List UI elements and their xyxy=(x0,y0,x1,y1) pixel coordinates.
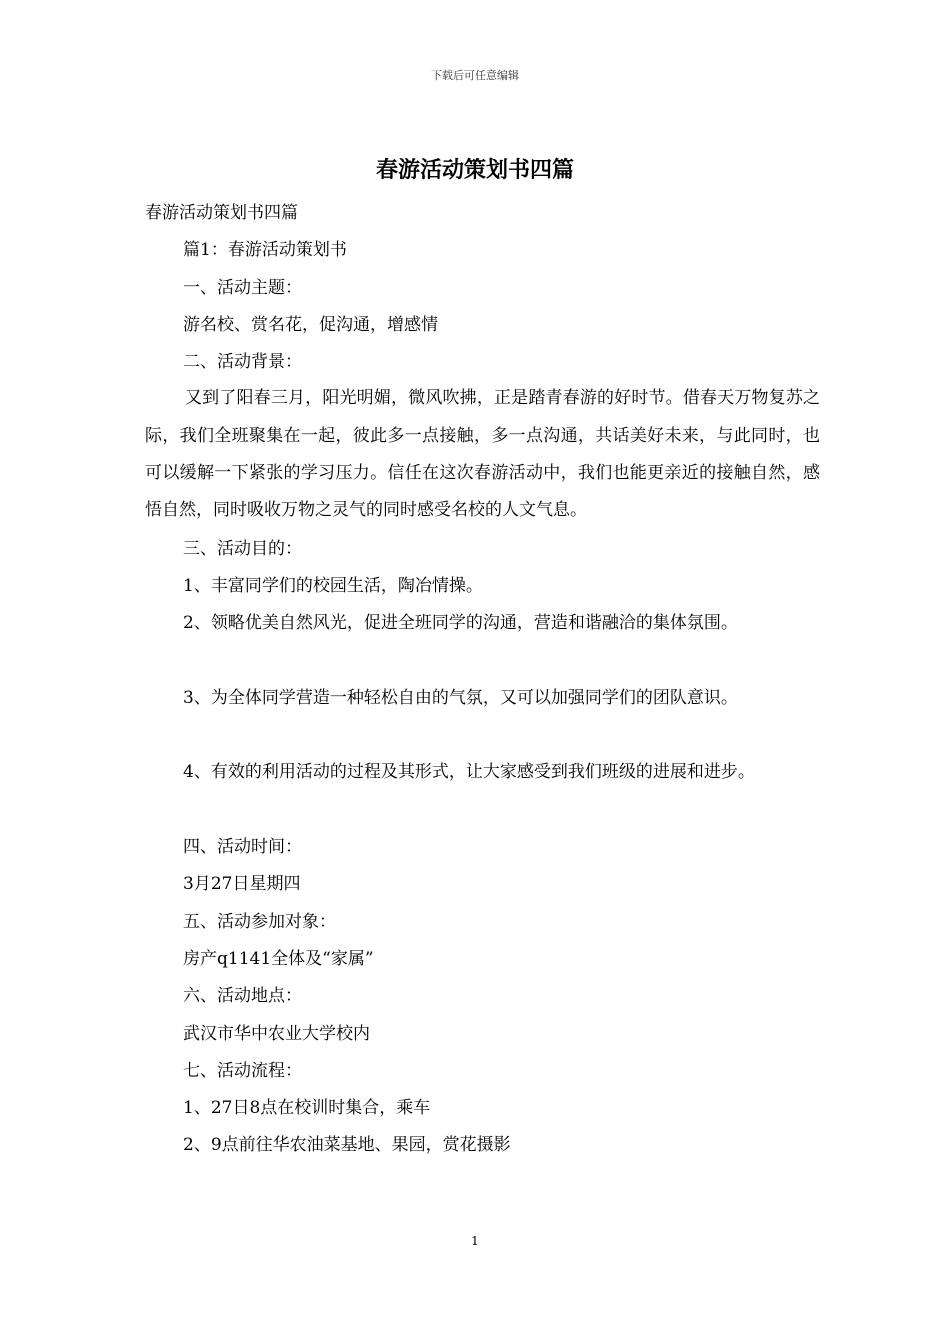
purpose-item-4: 4、有效的利用活动的过程及其形式，让大家感受到我们班级的进展和进步。 xyxy=(183,762,755,783)
process-step-2: 2、9点前往华农油菜基地、果园，赏花摄影 xyxy=(183,1135,511,1156)
section-heading-process: 七、活动流程： xyxy=(183,1060,302,1081)
section-body-location: 武汉市华中农业大学校内 xyxy=(183,1023,370,1044)
section-heading-background: 二、活动背景： xyxy=(183,352,302,373)
page-number: 1 xyxy=(471,1234,479,1248)
document-title: 春游活动策划书四篇 xyxy=(375,157,574,183)
section-body-participants: 房产q1141全体及“家属” xyxy=(183,948,374,969)
blank-line xyxy=(145,648,820,685)
blank-line xyxy=(145,797,820,834)
document-body xyxy=(145,200,820,1170)
subtitle-line: 春游活动策划书四篇 xyxy=(145,203,298,223)
section-body-background: 又到了阳春三月，阳光明媚，微风吹拂，正是踏青春游的好时节。借春天万物复苏之际，我们全班聚集在一起，彼此多一点接触，多一点沟通，共话美好未来，与此同时，也可以缓解一下紧张的学习压力。信任在这次春游活动中，我们也能更亲近的接触自然，感悟自然，同时吸收万物之灵气的同时感受名校的人文气息。 xyxy=(145,388,820,521)
blank-line xyxy=(145,722,820,759)
process-step-1: 1、27日8点在校训时集合，乘车 xyxy=(183,1098,431,1119)
section-heading-time: 四、活动时间： xyxy=(183,837,302,858)
section-heading-purpose: 三、活动目的： xyxy=(183,538,302,559)
section-heading-participants: 五、活动参加对象： xyxy=(183,911,336,932)
section-heading-theme: 一、活动主题： xyxy=(183,277,302,298)
piece-heading: 篇1：春游活动策划书 xyxy=(183,240,347,261)
purpose-item-1: 1、丰富同学们的校园生活，陶冶情操。 xyxy=(183,575,483,596)
section-body-theme: 游名校、赏名花，促沟通，增感情 xyxy=(183,314,438,335)
purpose-item-2: 2、领略优美自然风光，促进全班同学的沟通，营造和谐融洽的集体氛围。 xyxy=(183,613,738,634)
purpose-item-3: 3、为全体同学营造一种轻松自由的气氛，又可以加强同学们的团队意识。 xyxy=(183,687,738,708)
section-body-time: 3月27日星期四 xyxy=(183,874,301,895)
header-note: 下载后可任意编辑 xyxy=(431,69,519,82)
section-heading-location: 六、活动地点： xyxy=(183,986,302,1007)
